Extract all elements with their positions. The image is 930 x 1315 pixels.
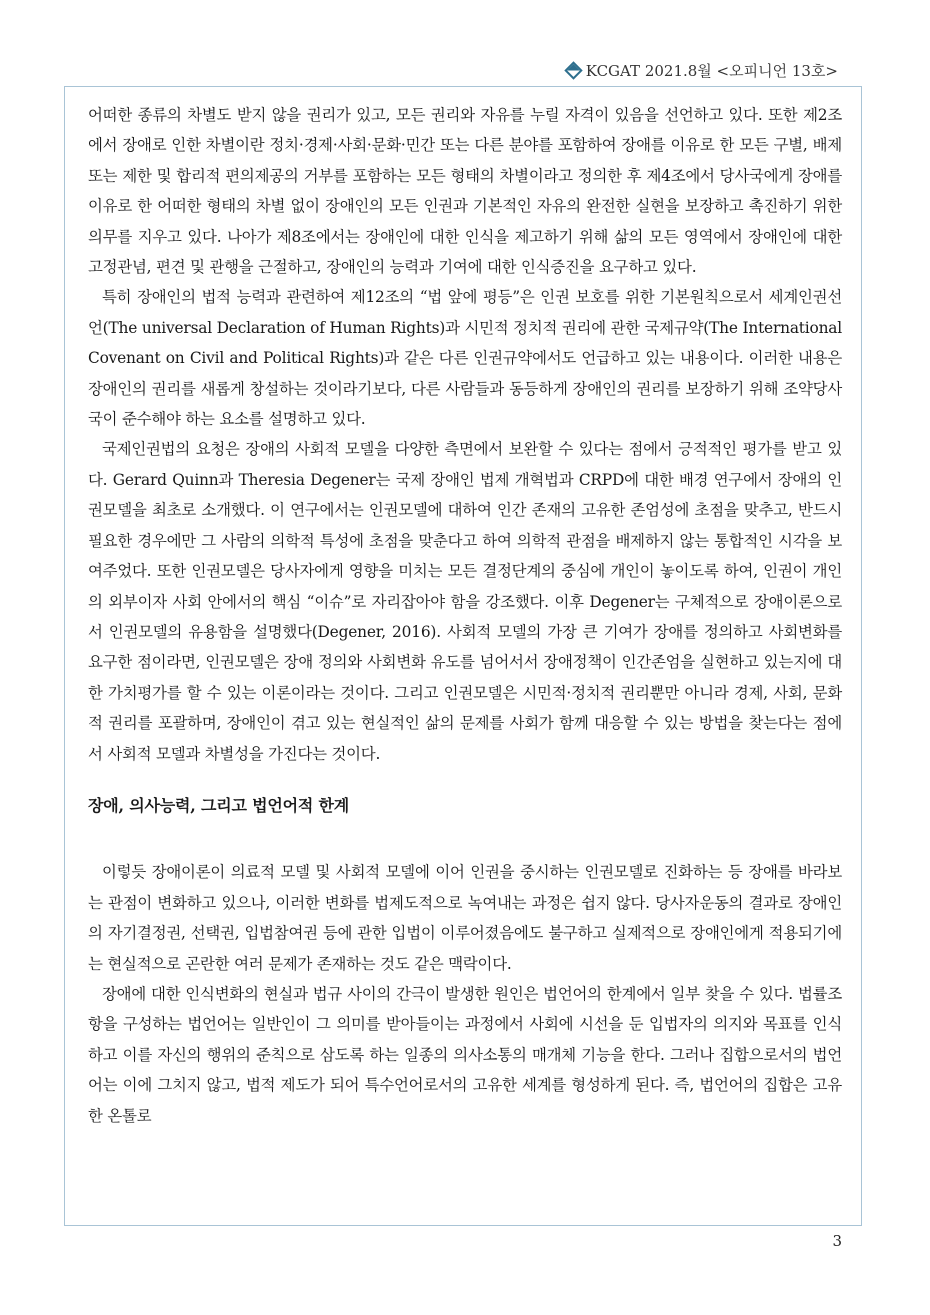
body-content [88, 100, 842, 1131]
diamond-icon [564, 61, 582, 79]
header-text: KCGAT 2021.8월 <오피니언 13호> [585, 62, 838, 80]
page-number: 3 [832, 1232, 842, 1250]
paragraph: 어떠한 종류의 차별도 받지 않을 권리가 있고, 모든 권리와 자유를 누릴 자격이 있음을 선언하고 있다. 또한 제2조에서 장애로 인한 차별이란 정치·경제·사회·문화·민간 또는 다른 분야를 포함하여 장애를 이유로 한 모든 구별, 배제 또는 제한 및 합리적 편의제공의 거부를 포함하는 모든 형태의 차별이라고 정의한 후 제4조에서 당사국에게 장애를 이유로 한 어떠한 형태의 차별 없이 장애인의 모든 인권과 기본적인 자유의 완전한 실현을 보장하고 촉진하기 위한 의무를 지우고 있다. 나아가 제8조에서는 장애인에 대한 인식을 제고하기 위해 삶의 모든 영역에서 장애인에 대한 고정관념, 편견 및 관행을 근절하고, 장애인의 능력과 기여에 대한 인식증진을 요구하고 있다. [88, 106, 842, 277]
paragraph: 장애에 대한 인식변화의 현실과 법규 사이의 간극이 발생한 원인은 법언어의 한계에서 일부 찾을 수 있다. 법률조항을 구성하는 법언어는 일반인이 그 의미를 받아들이는 과정에서 사회에 시선을 둔 입법자의 의지와 목표를 인식하고 이를 자신의 행위의 준칙으로 삼도록 하는 일종의 의사소통의 매개체 기능을 한다. 그러나 집합으로서의 법언어는 이에 그치지 않고, 법적 제도가 되어 특수언어로서의 고유한 세계를 형성하게 된다. 즉, 법언어의 집합은 고유한 온톨로 [88, 984, 842, 1125]
paragraph: 이렇듯 장애이론이 의료적 모델 및 사회적 모델에 이어 인권을 중시하는 인권모델로 진화하는 등 장애를 바라보는 관점이 변화하고 있으나, 이러한 변화를 법제도적으로 녹여내는 과정은 쉽지 않다. 당사자운동의 결과로 장애인의 자기결정권, 선택권, 입법참여권 등에 관한 입법이 이루어졌음에도 불구하고 실제적으로 장애인에게 적용되기에는 현실적으로 곤란한 여러 문제가 존재하는 것도 같은 맥락이다. [88, 863, 842, 973]
paragraph: 특히 장애인의 법적 능력과 관련하여 제12조의 “법 앞에 평등”은 인권 보호를 위한 기본원칙으로서 세계인권선언(The universal Declaration of Human Rights)과 시민적 정치적 권리에 관한 국제규약(The International Covenant on Civil and Political Rights)과 같은 다른 인권규약에서도 언급하고 있는 내용이다. 이러한 내용은 장애인의 권리를 새롭게 창설하는 것이라기보다, 다른 사람들과 동등하게 장애인의 권리를 보장하기 위해 조약당사국이 준수해야 하는 요소를 설명하고 있다. [88, 288, 842, 429]
page-header [567, 60, 838, 81]
section-heading: 장애, 의사능력, 그리고 법언어적 한계 [88, 795, 350, 815]
paragraph: 국제인권법의 요청은 장애의 사회적 모델을 다양한 측면에서 보완할 수 있다는 점에서 긍적적인 평가를 받고 있다. Gerard Quinn과 Theresia Degener는 국제 장애인 법제 개혁법과 CRPD에 대한 배경 연구에서 장애의 인권모델을 최초로 소개했다. 이 연구에서는 인권모델에 대하여 인간 존재의 고유한 존엄성에 초점을 맞추고, 반드시 필요한 경우에만 그 사람의 의학적 특성에 초점을 맞춘다고 하여 의학적 관점을 배제하지 않는 통합적인 시각을 보여주었다. 또한 인권모델은 당사자에게 영향을 미치는 모든 결정단계의 중심에 개인이 놓이도록 하여, 인권이 개인의 외부이자 사회 안에서의 핵심 “이슈”로 자리잡아야 함을 강조했다. 이후 Degener는 구체적으로 장애이론으로서 인권모델의 유용함을 설명했다(Degener, 2016). 사회적 모델의 가장 큰 기여가 장애를 정의하고 사회변화를 요구한 점이라면, 인권모델은 장애 정의와 사회변화 유도를 넘어서서 장애정책이 인간존엄을 실현하고 있는지에 대한 가치평가를 할 수 있는 이론이라는 것이다. 그리고 인권모델은 시민적·정치적 권리뿐만 아니라 경제, 사회, 문화적 권리를 포괄하며, 장애인이 겪고 있는 현실적인 삶의 문제를 사회가 함께 대응할 수 있는 방법을 찾는다는 점에서 사회적 모델과 차별성을 가진다는 것이다. [88, 440, 842, 763]
